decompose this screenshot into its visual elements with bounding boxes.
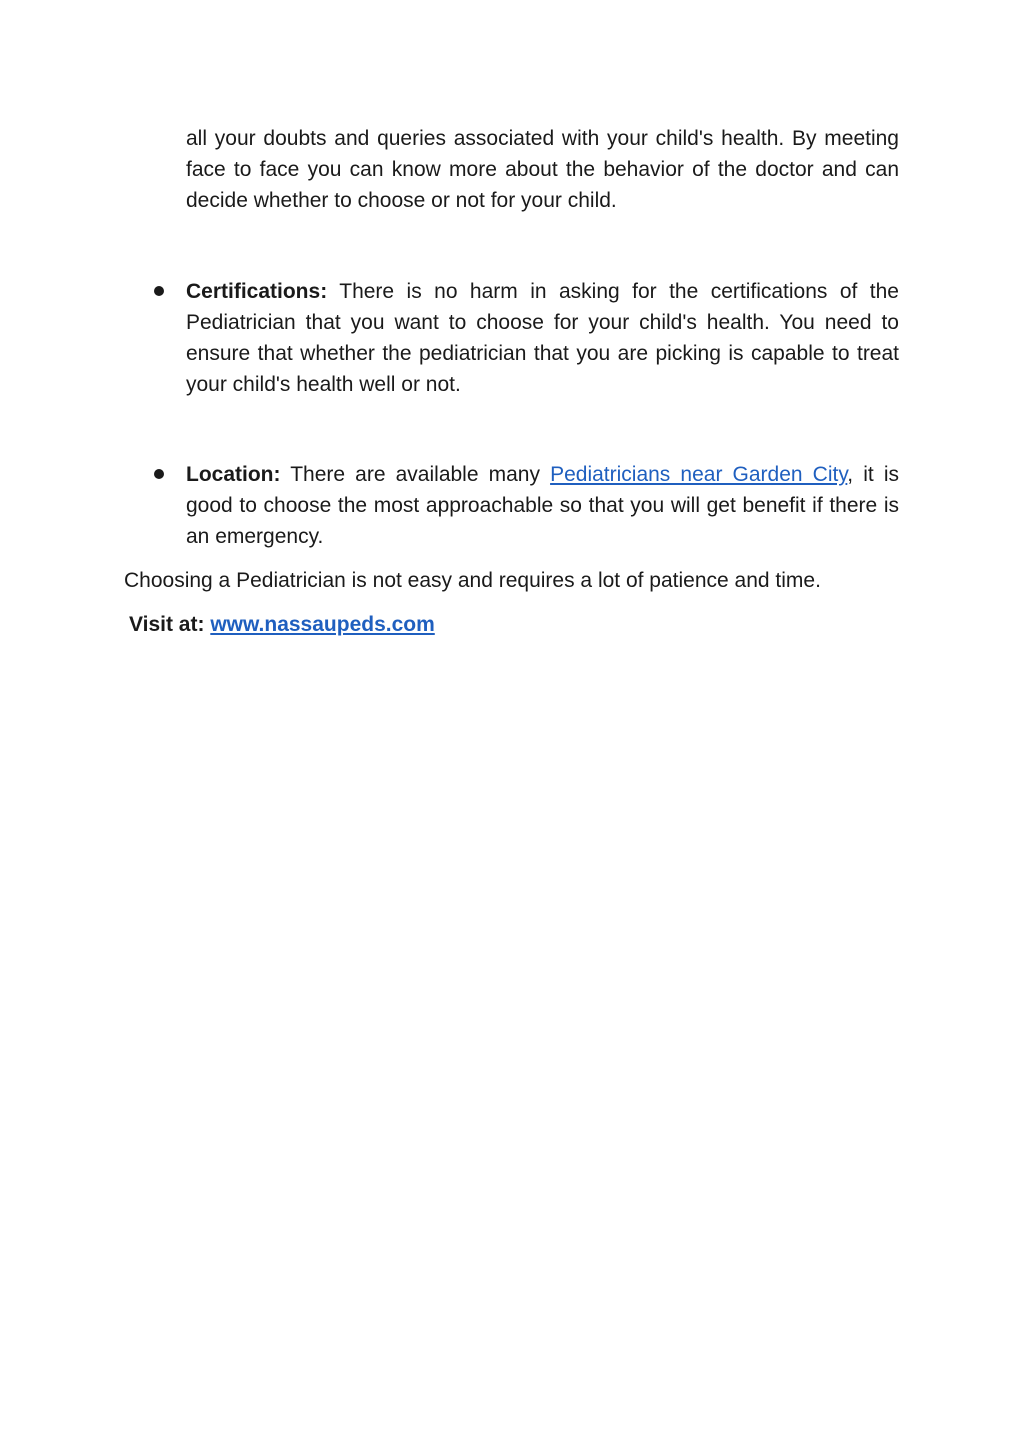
location-item (186, 459, 899, 552)
location-text-before: There are available many (280, 463, 551, 486)
bullet-icon (154, 286, 164, 296)
visit-label: Visit at: (129, 613, 205, 636)
certifications-text: There is no harm in asking for the certifications of the Pediatrician that you want to choose for your child's health. You need to ensure that whether the pediatrician that you are picking is capable to treat your child's health well or not. (186, 280, 899, 396)
location-label: Location: (186, 463, 281, 486)
location-text-after: , it is good to choose the most approachable so that you will get benefit if there is an emergency. (186, 463, 899, 548)
website-link[interactable]: www.nassaupeds.com (210, 613, 435, 636)
certifications-label: Certifications: (186, 280, 328, 303)
intro-text: all your doubts and queries associated with your child's health. By meeting face to face you can know more about the behavior of the doctor and can decide whether to choose or not for your child. (186, 127, 899, 212)
visit-line (129, 609, 435, 640)
certifications-item (186, 276, 899, 400)
intro-paragraph (186, 123, 899, 216)
pediatricians-link[interactable]: Pediatricians near Garden City (550, 463, 848, 486)
closing-text: Choosing a Pediatrician is not easy and requires a lot of patience and time. (124, 569, 821, 592)
closing-paragraph (124, 565, 821, 596)
bullet-icon (154, 469, 164, 479)
